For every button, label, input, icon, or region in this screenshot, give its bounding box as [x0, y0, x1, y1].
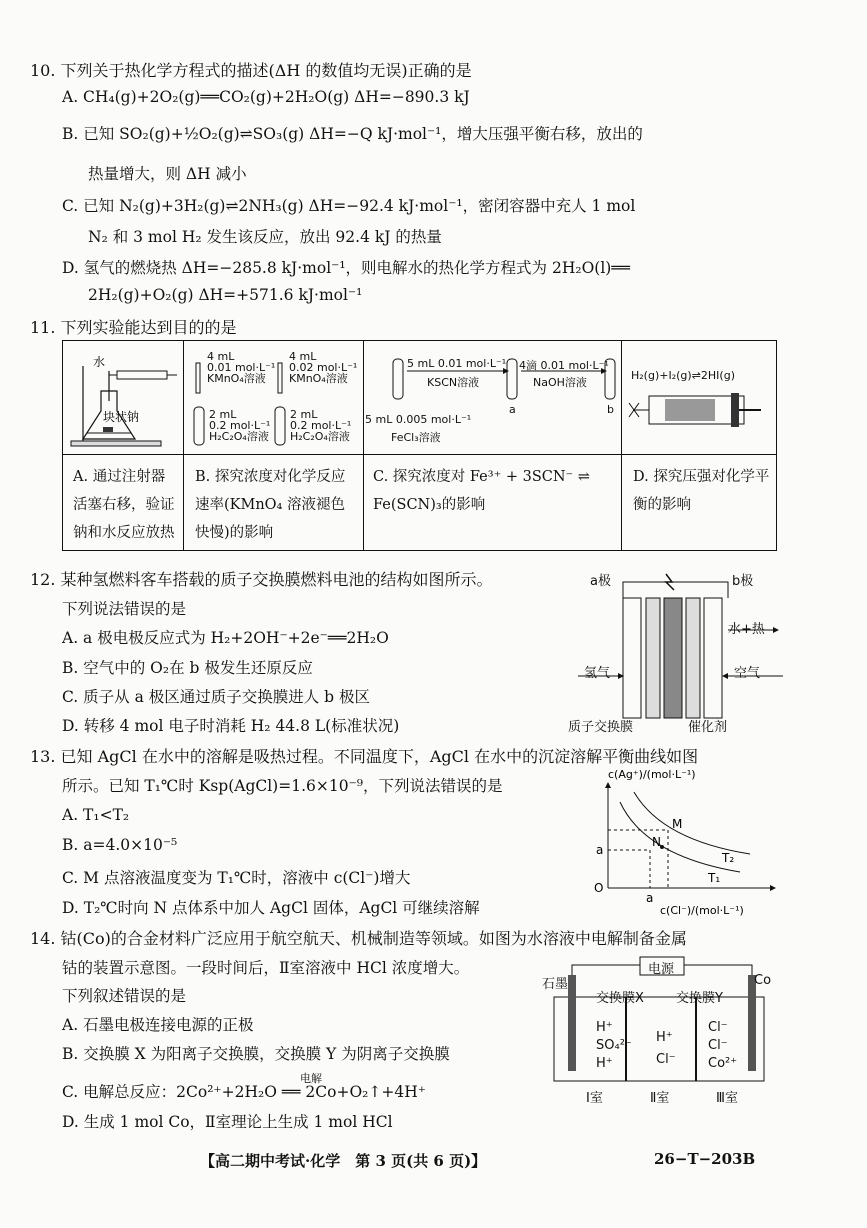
- q11-fig-c-tube-a: a: [509, 403, 516, 416]
- q11-fig-b-t2-sol: KMnO₄溶液: [289, 372, 348, 385]
- q14-stem: 14. 钴(Co)的合金材料广泛应用于航空航天、机械制造等领域。如图为水溶液中电解制备金属: [30, 929, 687, 948]
- q14-stem-3: 下列叙述错误的是: [62, 987, 187, 1005]
- q14-fig-r1-ion-3: H⁺: [596, 1056, 613, 1071]
- q13-graph-ylabel: c(Ag⁺)/(mol·L⁻¹): [608, 770, 696, 781]
- q13-option-d: D. T₂℃时向 N 点体系中加人 AgCl 固体，AgCl 可继续溶解: [62, 899, 480, 917]
- q11-fig-c-add1b: KSCN溶液: [427, 376, 480, 389]
- footer-title: 【高二期中考试·化学 第 3 页(共 6 页)】: [200, 1152, 487, 1170]
- q14-fig-membrane-x: 交换膜X: [596, 991, 644, 1006]
- q13-graph-xlabel: c(Cl⁻)/(mol·L⁻¹): [660, 904, 744, 917]
- q11-figure-c: [363, 341, 621, 454]
- q12-fuel-cell-figure: [568, 568, 798, 738]
- q14-fig-room-1: Ⅰ室: [586, 1091, 603, 1106]
- q11-figure-b: [183, 341, 363, 454]
- q14-fig-room-3: Ⅲ室: [716, 1091, 738, 1106]
- q13-graph-origin: O: [594, 881, 604, 895]
- q11-fig-a-sodium: 块状钠: [103, 410, 140, 424]
- q12-fig-water-heat: 水+热: [728, 622, 765, 637]
- q14-option-c-condition: 电解: [300, 1072, 322, 1085]
- q13-graph-n: N: [652, 835, 661, 849]
- q13-stem-2: 所示。已知 T₁℃时 Ksp(AgCl)=1.6×10⁻⁹，下列说法错误的是: [62, 777, 503, 795]
- q10-option-b: B. 已知 SO₂(g)+½O₂(g)⇌SO₃(g) ΔH=−Q kJ·mol⁻¹，增大压强平衡右移，放出的: [62, 125, 643, 143]
- q13-solubility-graph: [590, 770, 780, 920]
- q10-option-a: A. CH₄(g)+2O₂(g)══CO₂(g)+2H₂O(g) ΔH=−890.3 kJ: [62, 88, 470, 106]
- q11-fig-b-t2-conc: 0.02 mol·L⁻¹: [289, 361, 358, 374]
- q10-option-d: D. 氢气的燃烧热 ΔH=−285.8 kJ·mol⁻¹，则电解水的热化学方程式为 2H₂O(l)══: [62, 259, 630, 277]
- q14-fig-r1-ion-2: SO₄²⁻: [596, 1038, 632, 1053]
- q12-option-b: B. 空气中的 O₂在 b 极发生还原反应: [62, 659, 313, 677]
- q11-fig-c-add2b: NaOH溶液: [533, 376, 587, 389]
- q14-fig-r2-ion-2: Cl⁻: [656, 1052, 676, 1067]
- q11-fig-d-eq: H₂(g)+I₂(g)⇌2HI(g): [631, 369, 735, 382]
- q11-fig-a-water: 水: [93, 355, 106, 369]
- q11-figure-a: [63, 341, 183, 454]
- q13-option-c: C. M 点溶液温度变为 T₁℃时，溶液中 c(Cl⁻)增大: [62, 869, 411, 887]
- q14-fig-r3-ion-1: Cl⁻: [708, 1020, 728, 1035]
- q12-stem: 12. 某种氢燃料客车搭载的质子交换膜燃料电池的结构如图所示。: [30, 570, 493, 589]
- q11-caption-b: B. 探究浓度对化学反应速率(KMnO₄ 溶液褪色快慢)的影响: [195, 469, 346, 541]
- q11-fig-c-add2: 4滴 0.01 mol·L⁻¹: [519, 359, 609, 372]
- q11-fig-b-t4-vol: 2 mL: [290, 408, 318, 421]
- footer-code: 26−T−203B: [654, 1150, 756, 1168]
- q13-graph-a-y: a: [596, 843, 604, 857]
- q13-graph-t1: T₁: [708, 871, 721, 885]
- q12-option-a: A. a 极电极反应式为 H₂+2OH⁻+2e⁻══2H₂O: [62, 629, 389, 647]
- q11-caption-c: C. 探究浓度对 Fe³⁺ + 3SCN⁻ ⇌ Fe(SCN)₃的影响: [373, 469, 590, 513]
- q11-fig-b-t3-sol: H₂C₂O₄溶液: [209, 430, 269, 443]
- q11-fig-b-t2-vol: 4 mL: [289, 350, 317, 363]
- q10-option-c-cont: N₂ 和 3 mol H₂ 发生该反应，放出 92.4 kJ 的热量: [88, 228, 442, 246]
- q13-graph-m: M: [672, 817, 683, 831]
- q12-fig-a-pole: a极: [590, 574, 611, 589]
- q14-fig-membrane-y: 交换膜Y: [676, 991, 723, 1006]
- q12-fig-catalyst: 催化剂: [688, 720, 728, 735]
- q11-caption-d: D. 探究压强对化学平衡的影响: [633, 469, 770, 513]
- q10-stem: 10. 下列关于热化学方程式的描述(ΔH 的数值均无误)正确的是: [30, 61, 472, 80]
- q11-caption-a: A. 通过注射器活塞右移，验证钠和水反应放热: [73, 469, 175, 541]
- q13-graph-t2: T₂: [722, 851, 735, 865]
- q14-fig-power: 电源: [648, 962, 675, 977]
- q12-option-c: C. 质子从 a 极区通过质子交换膜进人 b 极区: [62, 688, 371, 706]
- q13-graph-a-x: a: [646, 891, 654, 905]
- q11-fig-b-t3-conc: 0.2 mol·L⁻¹: [209, 419, 271, 432]
- q14-option-b: B. 交换膜 X 为阳离子交换膜，交换膜 Y 为阴离子交换膜: [62, 1045, 450, 1063]
- q12-fig-b-pole: b极: [732, 574, 754, 589]
- q14-stem-2: 钴的装置示意图。一段时间后，Ⅱ室溶液中 HCl 浓度增大。: [62, 959, 470, 977]
- q10-option-b-cont: 热量增大，则 ΔH 减小: [88, 165, 247, 183]
- q12-fig-membrane: 质子交换膜: [568, 720, 634, 735]
- q14-fig-co: Co: [754, 973, 772, 988]
- q11-fig-b-t1-conc: 0.01 mol·L⁻¹: [207, 361, 276, 374]
- q11-fig-c-tube-b: b: [607, 403, 614, 416]
- q14-fig-room-2: Ⅱ室: [650, 1091, 670, 1106]
- q11-fig-b-t1-vol: 4 mL: [207, 350, 235, 363]
- q14-option-c: C. 电解总反应：2Co²⁺+2H₂O ══ 2Co+O₂↑+4H⁺: [62, 1083, 426, 1101]
- q12-stem-2: 下列说法错误的是: [62, 600, 187, 618]
- q14-fig-r1-ion-1: H⁺: [596, 1020, 613, 1035]
- q11-fig-c-base2: FeCl₃溶液: [391, 431, 441, 444]
- q11-figure-d: [621, 341, 778, 454]
- q14-fig-r3-ion-2: Cl⁻: [708, 1038, 728, 1053]
- q14-option-a: A. 石墨电极连接电源的正极: [62, 1016, 254, 1034]
- q10-option-c: C. 已知 N₂(g)+3H₂(g)⇌2NH₃(g) ΔH=−92.4 kJ·mol⁻¹，密闭容器中充人 1 mol: [62, 197, 636, 215]
- q11-stem: 11. 下列实验能达到目的的是: [30, 318, 237, 337]
- q11-fig-b-t4-sol: H₂C₂O₄溶液: [290, 430, 350, 443]
- q14-electrolysis-figure: [540, 955, 780, 1105]
- q11-fig-c-add1: 5 mL 0.01 mol·L⁻¹: [407, 357, 507, 370]
- q11-experiment-table: [62, 340, 777, 551]
- q11-fig-b-t1-sol: KMnO₄溶液: [207, 372, 266, 385]
- q13-stem: 13. 已知 AgCl 在水中的溶解是吸热过程。不同温度下，AgCl 在水中的沉淀溶解平衡曲线如图: [30, 747, 699, 766]
- q11-fig-c-base: 5 mL 0.005 mol·L⁻¹: [365, 413, 472, 426]
- q11-fig-b-t3-vol: 2 mL: [209, 408, 237, 421]
- q14-fig-r3-ion-3: Co²⁺: [708, 1056, 738, 1071]
- q13-option-b: B. a=4.0×10⁻⁵: [62, 836, 178, 854]
- q10-option-d-cont: 2H₂(g)+O₂(g) ΔH=+571.6 kJ·mol⁻¹: [88, 286, 363, 304]
- q11-fig-b-t4-conc: 0.2 mol·L⁻¹: [290, 419, 352, 432]
- q14-option-d: D. 生成 1 mol Co，Ⅱ室理论上生成 1 mol HCl: [62, 1113, 393, 1131]
- q12-fig-air: 空气: [734, 666, 761, 681]
- q12-option-d: D. 转移 4 mol 电子时消耗 H₂ 44.8 L(标准状况): [62, 717, 400, 735]
- q12-fig-hydrogen: 氢气: [584, 666, 611, 681]
- q14-fig-r2-ion-1: H⁺: [656, 1030, 673, 1045]
- q13-option-a: A. T₁<T₂: [62, 806, 130, 824]
- q14-fig-graphite: 石墨: [542, 977, 569, 992]
